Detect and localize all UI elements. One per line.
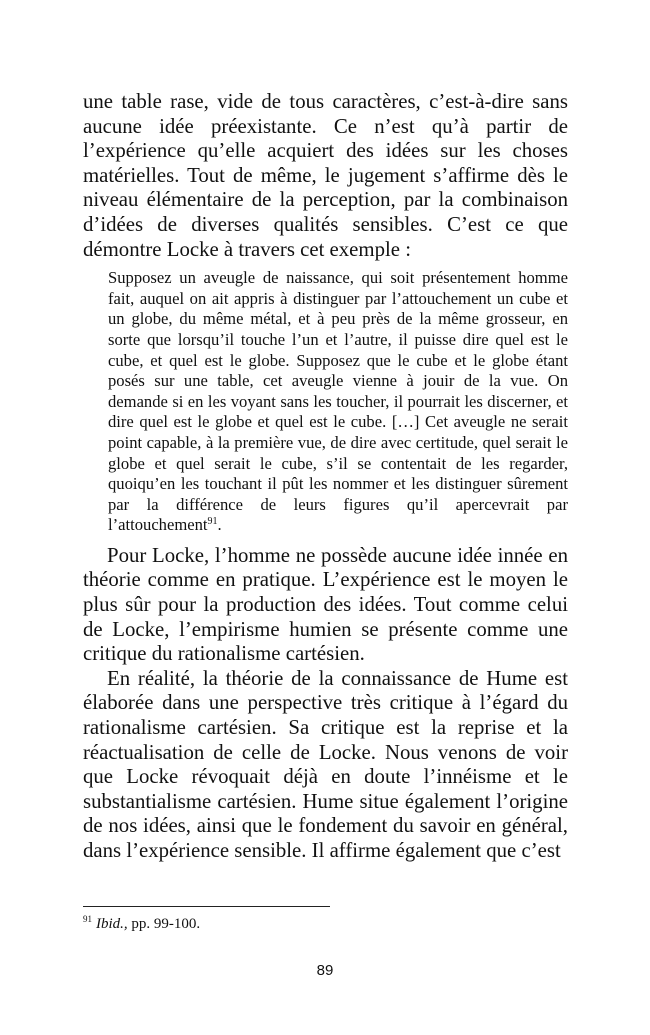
paragraph-2: Pour Locke, l’homme ne possède aucune idée innée en théorie comme en pratique. L’expérience est le moyen le plus sûr pour la production des idées. Tout comme celui de Locke, l’empirisme humien se présente comme une critique du rationalisme cartésien. <box>83 543 568 666</box>
paragraph-1: une table rase, vide de tous caractères, c’est-à-dire sans aucune idée préexistante. Ce n’est qu’à partir de l’expérience qu’elle acquiert des idées sur les choses matérielles. Tout de même, le jugement s’affirme dès le niveau élémentaire de la perception, par la combinaison d’idées de diverses qualités sensibles. C’est ce que démontre Locke à travers cet exemple : <box>83 90 568 261</box>
main-text <box>83 90 568 864</box>
footnote-separator <box>83 906 330 907</box>
page-number: 89 <box>316 962 334 979</box>
footnote <box>83 915 200 933</box>
footnote-reference[interactable]: 91 <box>207 516 218 528</box>
paragraph-3: En réalité, la théorie de la connaissance de Hume est élaborée dans une perspective très critique à l’égard du rationalisme cartésien. Sa critique est la reprise et la réactualisation de celle de Locke. Nous venons de voir que Locke révoquait déjà en doute l’innéisme et le substantialisme cartésien. Hume situe également l’origine de nos idées, ainsi que le fondement du savoir en général, dans l’expérience sensible. Il affirme également que c’est <box>83 666 568 862</box>
quote-end-punctuation: . <box>217 515 222 535</box>
footnote-source: Ibid., <box>96 916 128 932</box>
footnote-number: 91 <box>83 914 92 924</box>
quote-text: Supposez un aveugle de naissance, qui soit présentement homme fait, auquel on ait appris à distinguer par l’attouchement un cube et un globe, du même métal, et à peu près de la même grosseur, en sorte que lorsqu’il touche l’un et l’autre, il puisse dire quel est le cube, et quel est le globe. Supposez que le cube et le globe étant posés sur une table, cet aveugle vienne à jouir de la vue. On demande si en les voyant sans les toucher, il pourrait les discerner, et dire quel est le globe et quel est le cube. […] Cet aveugle ne serait point capable, à la première vue, de dire avec certitude, quel serait le globe et quel serait le cube, s’il se contentait de les regarder, quoiqu’en les touchant il pût les nommer et les distinguer sûrement par la différence de leurs figures qu’il apercevrait par l’attouchement <box>108 268 568 535</box>
block-quote <box>108 268 568 536</box>
footnote-pages: pp. 99-100. <box>127 916 201 932</box>
